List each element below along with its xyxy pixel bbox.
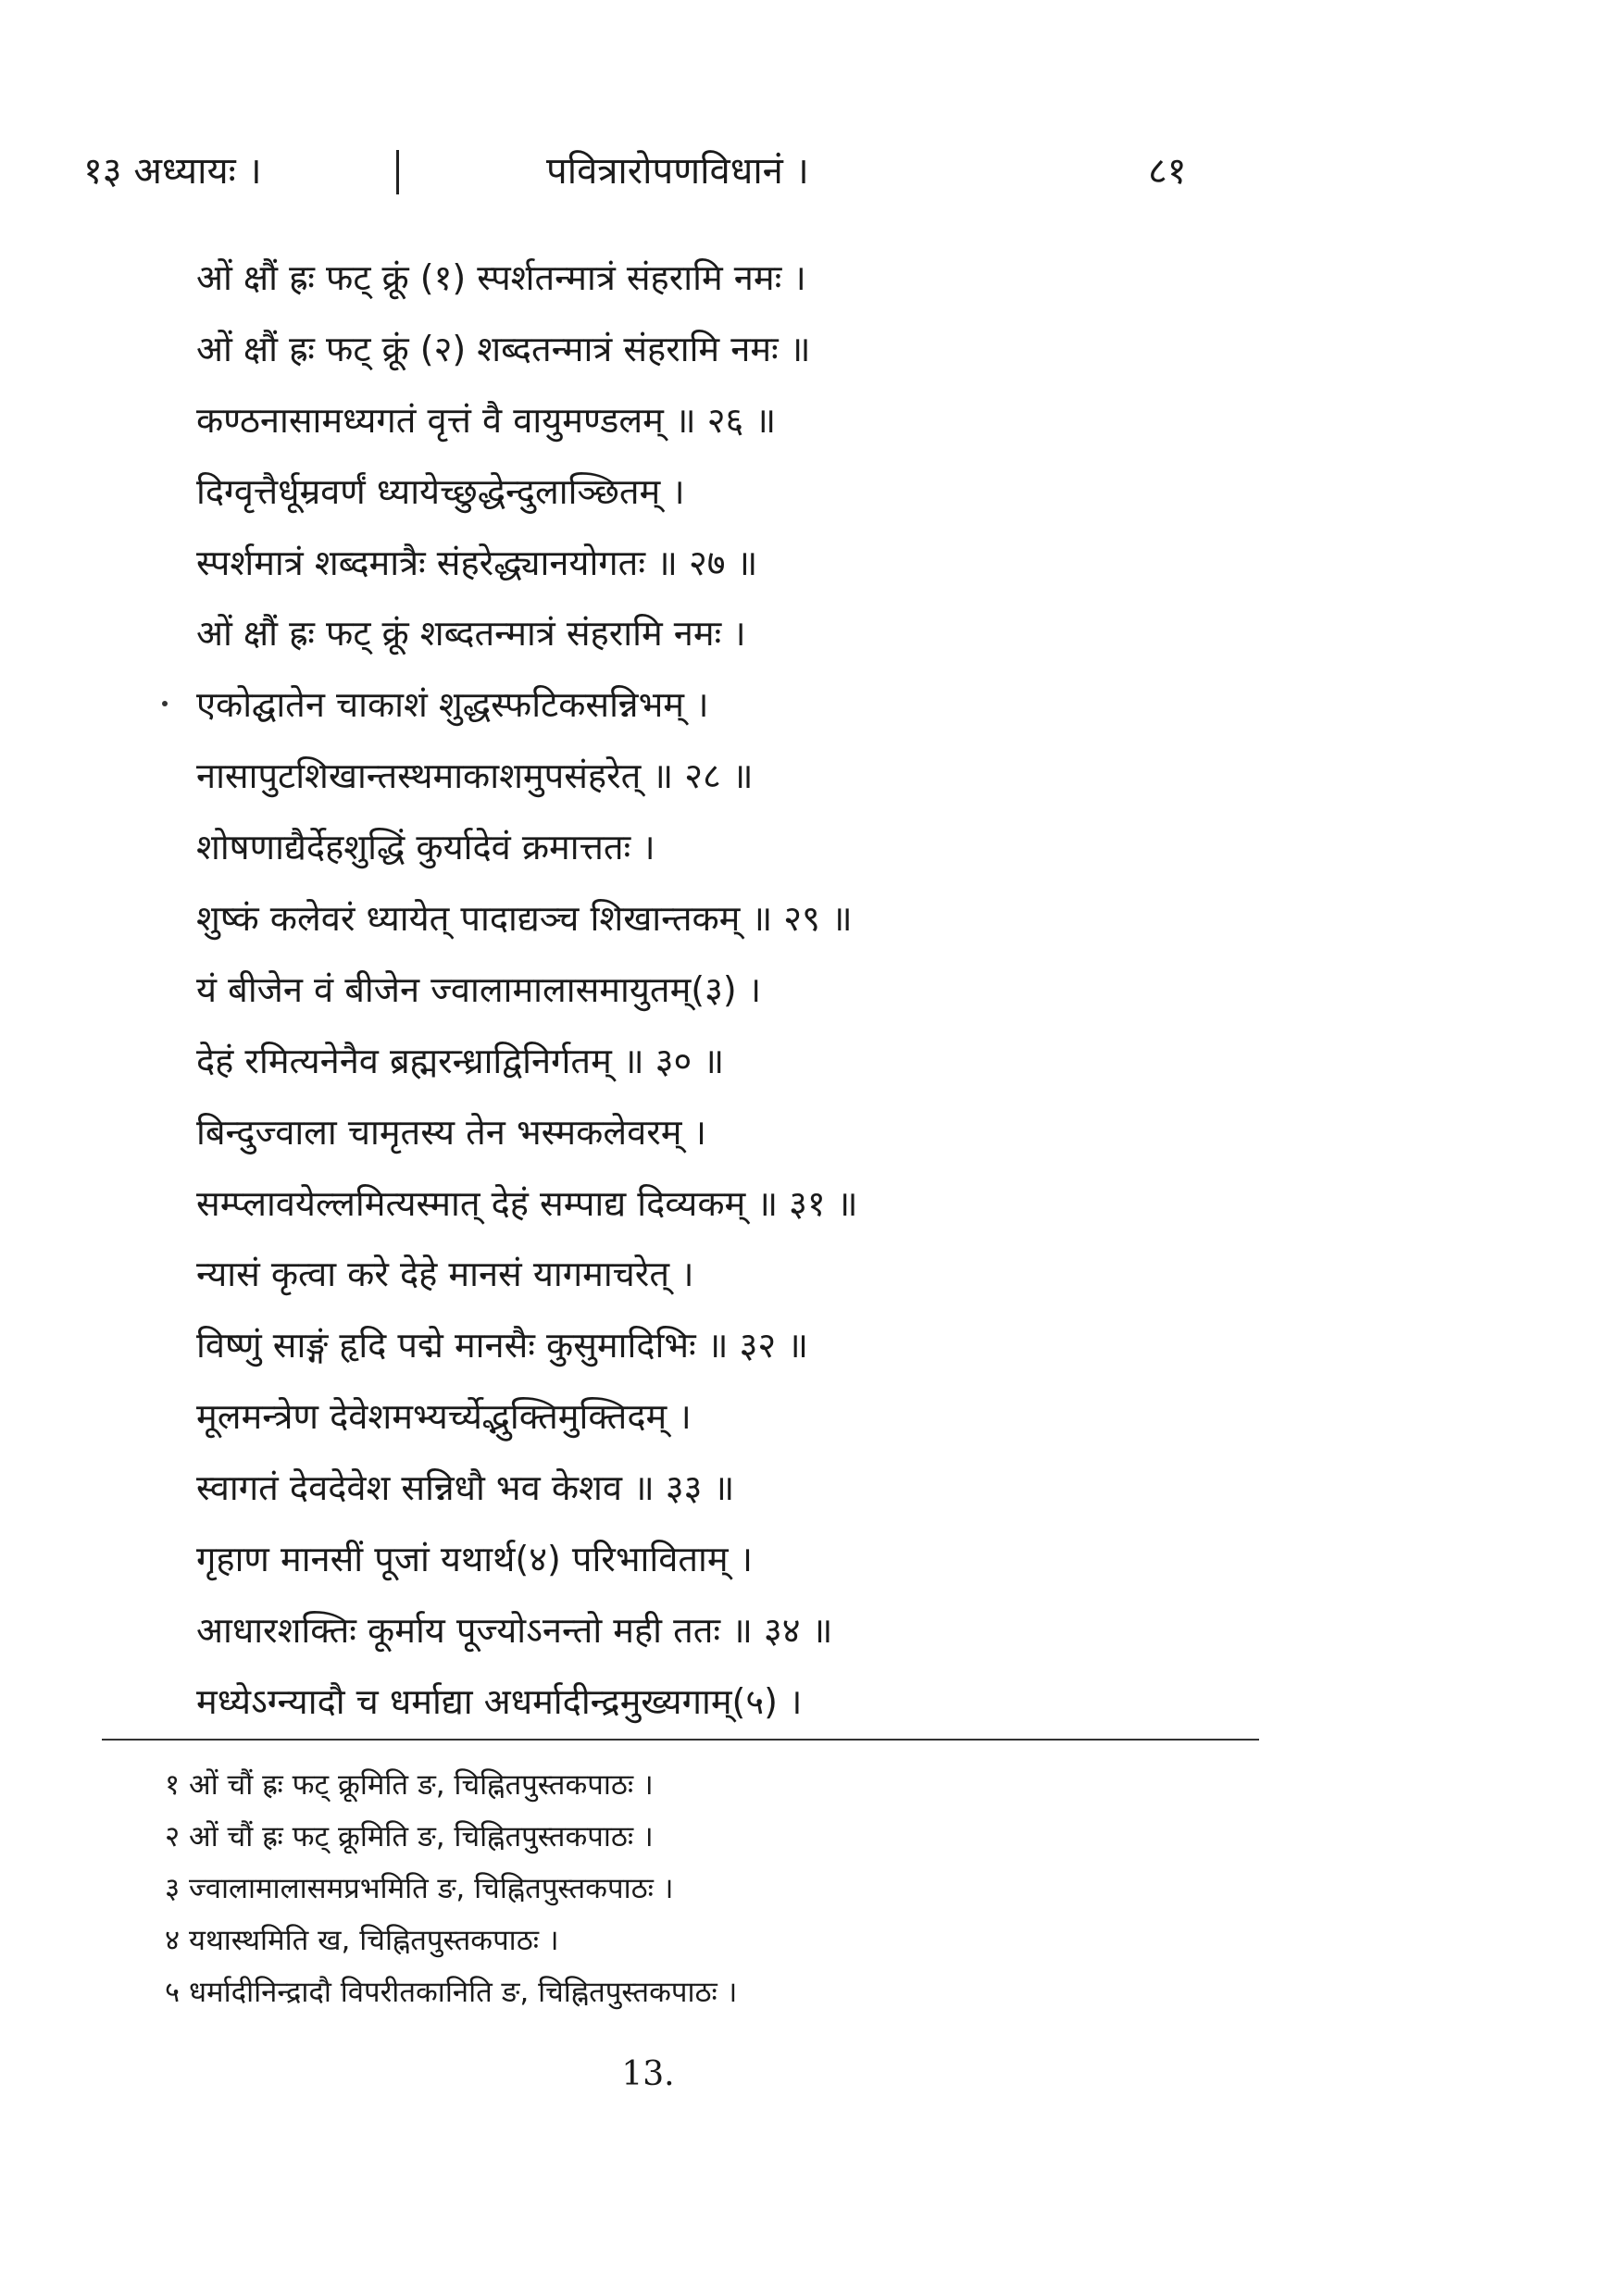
page-number: ८१: [1148, 150, 1187, 193]
verse-line: नासापुटशिखान्तस्थमाकाशमुपसंहरेत् ॥ २८ ॥: [196, 755, 754, 797]
verse-line: ओं क्षौं ह्रः फट् क्रूं (२) शब्दतन्मात्रं संहरामि नमः ॥: [196, 328, 811, 369]
verse-line: कण्ठनासामध्यगतं वृत्तं वै वायुमण्डलम् ॥ २६ ॥: [196, 399, 777, 441]
verse-line: गृहाण मानसीं पूजां यथार्थ(४) परिभाविताम् ।: [196, 1539, 754, 1580]
chapter-label: १३ अध्यायः ।: [83, 150, 262, 193]
running-header: [65, 139, 1222, 204]
verse-line: स्पर्शमात्रं शब्दमात्रैः संहरेद्ध्यानयोगतः ॥ २७ ॥: [196, 542, 758, 583]
footnote: २ ओं चौं ह्रः फट् क्रूमिति ङ, चिह्नितपुस्तकपाठः ।: [165, 1820, 654, 1853]
verse-line: आधारशक्तिः कूर्माय पूज्योऽनन्तो मही ततः ॥ ३४ ॥: [196, 1609, 833, 1651]
verse-line: ओं क्षौं ह्रः फट् क्रूं (१) स्पर्शतन्मात्रं संहरामि नमः ।: [196, 257, 806, 298]
verse-line: विष्णुं साङ्गं हृदि पद्मे मानसैः कुसुमादिभिः ॥ ३२ ॥: [196, 1325, 809, 1366]
verse-list: [196, 243, 1196, 1738]
verse-line: स्वागतं देवदेवेश सन्निधौ भव केशव ॥ ३३ ॥: [196, 1467, 735, 1509]
verse-line: बिन्दुज्वाला चामृतस्य तेन भस्मकलेवरम् ।: [196, 1111, 706, 1153]
verse-line: ओं क्षौं ह्रः फट् क्रूं शब्दतन्मात्रं संहरामि नमः ।: [196, 613, 746, 655]
footnote: ३ ज्वालामालासमप्रभमिति ङ, चिह्नितपुस्तकपाठः ।: [165, 1872, 674, 1905]
footnote-separator: [102, 1739, 1259, 1741]
footnote: ५ धर्मादीनिन्द्रादौ विपरीतकानिति ङ, चिह्नितपुस्तकपाठः ।: [165, 1976, 738, 2009]
header-divider: [396, 150, 399, 194]
verse-line: न्यासं कृत्वा करे देहे मानसं यागमाचरेत् ।: [196, 1254, 694, 1295]
verse-line: शुष्कं कलेवरं ध्यायेत् पादाद्यञ्च शिखान्तकम् ॥ २९ ॥: [196, 898, 853, 940]
verse-line: यं बीजेन वं बीजेन ज्वालामालासमायुतम्(३) ।: [196, 968, 762, 1010]
sheet-signature-number: 13.: [621, 2055, 675, 2093]
section-title: पवित्रारोपणविधानं ।: [546, 150, 809, 193]
verse-line: एकोद्घातेन चाकाशं शुद्धस्फटिकसन्निभम् ।: [196, 684, 709, 726]
footnote: ४ यथास्थमिति ख, चिह्नितपुस्तकपाठः ।: [165, 1924, 559, 1957]
footnote-list: [165, 1759, 1183, 2018]
verse-line: मूलमन्त्रेण देवेशमभ्यर्च्येद्भुक्तिमुक्तिदम् ।: [196, 1396, 692, 1438]
verse-line: मध्येऽग्न्यादौ च धर्माद्या अधर्मादीन्द्रमुख्यगाम्(५) ।: [196, 1680, 803, 1722]
footnote: १ ओं चौं ह्रः फट् क्रूमिति ङ, चिह्नितपुस्तकपाठः ।: [165, 1768, 654, 1802]
verse-line: देहं रमित्यनेनैव ब्रह्मरन्ध्राद्विनिर्गतम् ॥ ३० ॥: [196, 1040, 725, 1081]
verse-line: सम्प्लावयेल्लमित्यस्मात् देहं सम्पाद्य दिव्यकम् ॥ ३१ ॥: [196, 1182, 858, 1224]
print-speck: [162, 701, 168, 706]
verse-line: शोषणाद्यैर्देहशुद्धिं कुर्यादेवं क्रमात्ततः ।: [196, 827, 655, 868]
verse-line: दिग्वृत्तैर्धूम्रवर्णं ध्यायेच्छुद्धेन्दुलाञ्छितम् ।: [196, 470, 685, 512]
